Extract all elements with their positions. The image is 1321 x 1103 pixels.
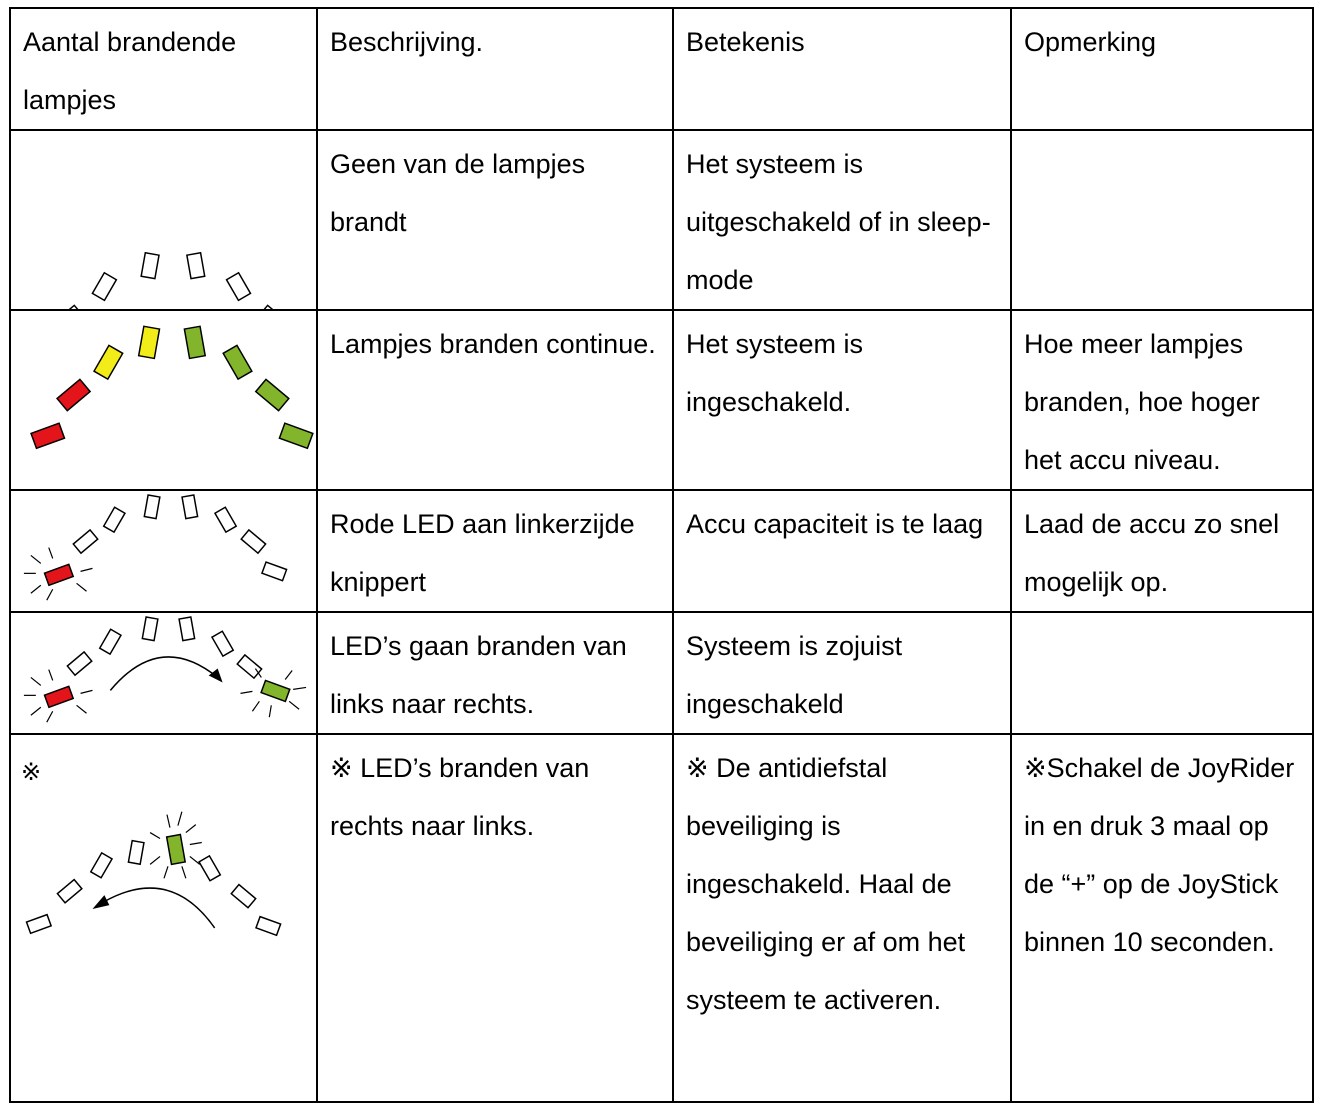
led-6	[199, 856, 220, 881]
led-2	[57, 880, 81, 903]
led-3	[104, 507, 125, 532]
led-diagram-cell	[10, 310, 317, 490]
header-row	[10, 8, 1313, 130]
description-cell: Lampjes branden continue.	[317, 310, 673, 490]
led-5	[182, 495, 198, 519]
meaning-cell: Het systeem is ingeschakeld.	[673, 310, 1011, 490]
led-5	[179, 617, 195, 641]
led-6	[223, 345, 252, 379]
led-diagram-cell	[10, 490, 317, 612]
led-diagram-cell	[10, 130, 317, 310]
description-cell: Rode LED aan linkerzijde knippert	[317, 490, 673, 612]
led-arc-all-on-icon	[11, 311, 316, 489]
led-7	[231, 885, 255, 908]
led-8	[262, 562, 287, 581]
led-2	[56, 305, 83, 309]
meaning-cell: ※ De antidiefstal beveiliging is ingeschakeld. Haal de beveiliging er af om het systeem te activeren.	[673, 734, 1011, 1102]
meaning-cell: Accu capaciteit is te laag	[673, 490, 1011, 612]
led-8	[279, 423, 312, 448]
description-cell: LED’s gaan branden van links naar rechts.	[317, 612, 673, 734]
led-1	[31, 423, 64, 448]
led-3	[91, 853, 112, 878]
remark-cell: ※Schakel de JoyRider in en druk 3 maal op de “+” op de JoyStick binnen 10 seconden.	[1011, 734, 1313, 1102]
remark-cell	[1011, 130, 1313, 310]
led-3	[100, 629, 121, 654]
led-3	[94, 345, 123, 379]
led-4	[144, 495, 160, 519]
led-diagram-cell	[10, 612, 317, 734]
remark-cell: Hoe meer lampjes branden, hoe hoger het accu niveau.	[1011, 310, 1313, 490]
table-row	[10, 490, 1313, 612]
arrow-left-icon	[92, 895, 109, 909]
led-4	[142, 617, 158, 641]
header-remark: Opmerking	[1011, 8, 1313, 130]
table-row	[10, 130, 1313, 310]
note-mark: ※	[21, 758, 42, 786]
led-8	[256, 917, 281, 936]
led-6	[212, 631, 233, 656]
led-arc-right-to-left-icon	[11, 735, 316, 1101]
remark-cell	[1011, 612, 1313, 734]
led-2	[73, 530, 97, 553]
table-row	[10, 734, 1313, 1102]
led-7	[259, 305, 286, 309]
led-2	[57, 379, 90, 410]
led-diagram-cell	[10, 734, 317, 1102]
led-8	[261, 680, 290, 701]
table-row	[10, 612, 1313, 734]
led-5	[187, 253, 205, 279]
led-6	[227, 273, 251, 301]
table-row	[10, 310, 1313, 490]
meaning-cell: Het systeem is uitgeschakeld of in sleep-mode	[673, 130, 1011, 310]
remark-cell: Laad de accu zo snel mogelijk op.	[1011, 490, 1313, 612]
description-cell: ※ LED’s branden van rechts naar links.	[317, 734, 673, 1102]
led-7	[241, 530, 265, 553]
led-1	[45, 564, 74, 585]
led-1	[45, 686, 74, 707]
led-7	[237, 655, 261, 678]
led-7	[256, 379, 289, 410]
led-status-table	[9, 7, 1314, 1103]
led-arc-red-blinking-icon	[11, 491, 316, 611]
led-arc-left-to-right-icon	[11, 613, 316, 733]
direction-arc	[110, 657, 217, 690]
led-1	[27, 915, 52, 934]
led-6	[215, 507, 236, 532]
led-arc-all-off-icon	[11, 131, 316, 309]
arrow-right-icon	[209, 669, 223, 683]
led-5	[184, 326, 205, 358]
led-2	[67, 652, 91, 675]
led-5	[167, 835, 186, 865]
header-description: Beschrijving.	[317, 8, 673, 130]
meaning-cell: Systeem is zojuist ingeschakeld	[673, 612, 1011, 734]
direction-arc	[103, 888, 214, 928]
led-3	[92, 273, 116, 301]
header-count: Aantal brandende lampjes	[10, 8, 317, 130]
led-4	[139, 326, 160, 358]
led-4	[141, 253, 159, 279]
led-4	[128, 841, 144, 865]
header-meaning: Betekenis	[673, 8, 1011, 130]
description-cell: Geen van de lampjes brandt	[317, 130, 673, 310]
